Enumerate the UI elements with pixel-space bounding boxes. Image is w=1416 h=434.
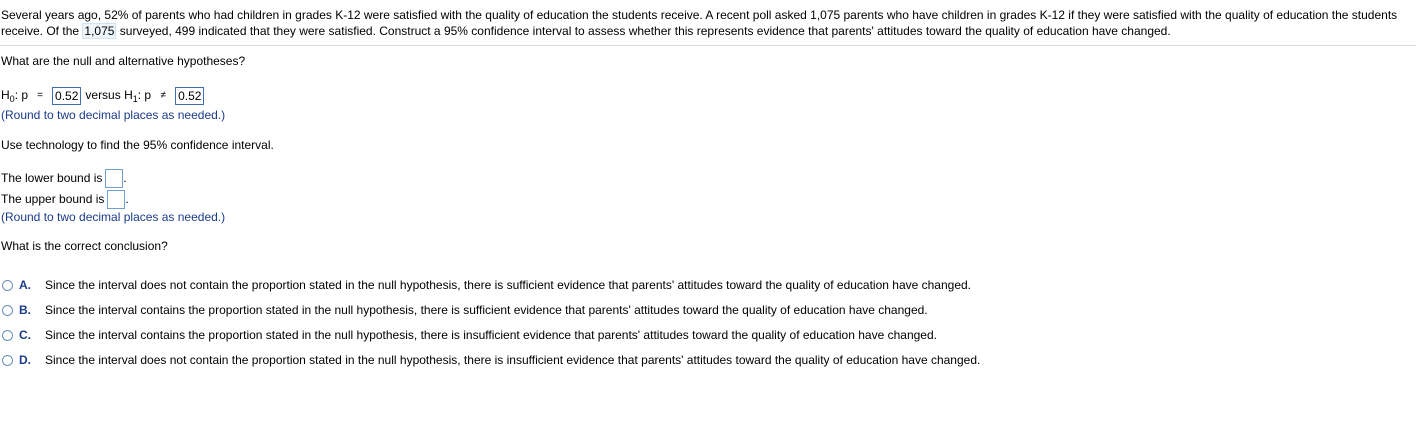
option-c-letter: C. [19,328,31,342]
option-c[interactable] [2,327,937,343]
option-b[interactable] [2,302,928,318]
divider [0,45,1416,46]
highlighted-sample-size[interactable]: 1,075 [84,24,115,38]
problem-text-part1: Several years ago, 52% of parents who had children in grades K-12 were satisfied with the quality of education the students receive. A recent poll asked 1,075 parents who have children in grades K-12 if they were satisfied with the quality of education the students receive. Of the [1,8,1398,38]
h0-label: $H_0$: p [1,88,29,104]
radio-b[interactable] [2,305,13,316]
radio-a[interactable] [2,280,13,291]
option-a-letter: A. [19,278,31,292]
option-c-text: Since the interval contains the proportion stated in the null hypothesis, there is insufficient evidence that parents' attitudes toward the quality of education have changed. [45,328,937,342]
question-conclusion: What is the correct conclusion? [1,239,168,253]
round-note-2: (Round to two decimal places as needed.) [1,210,226,224]
h1-operator-select[interactable]: ≠ [160,90,166,101]
question-interval: Use technology to find the 95% confidence interval. [1,138,274,152]
radio-d[interactable] [2,355,13,366]
upper-bound-row [1,189,129,209]
lower-bound-input[interactable] [105,169,123,188]
option-d-letter: D. [19,353,31,367]
h1-value-input[interactable]: 0.52 [175,87,204,105]
option-b-text: Since the interval contains the proportion stated in the null hypothesis, there is sufficient evidence that parents' attitudes toward the quality of education have changed. [45,303,928,317]
lower-bound-label: The lower bound is [1,171,103,185]
upper-bound-label: The upper bound is [1,192,105,206]
h1-label: versus $H_1$: p [85,88,152,104]
hypotheses-row [1,87,208,105]
question-hypotheses: What are the null and alternative hypotheses? [1,54,246,68]
option-a[interactable] [2,277,971,293]
round-note-1: (Round to two decimal places as needed.) [1,108,226,122]
problem-text-part2: surveyed, 499 indicated that they were satisfied. Construct a 95% confidence interval to assess whether this represents evidence that parents' attitudes toward the quality of education have changed. [119,24,1171,38]
problem-statement [1,7,1411,39]
upper-bound-period: . [125,192,129,206]
option-d[interactable] [2,352,980,368]
h0-value-input[interactable]: 0.52 [52,87,81,105]
option-a-text: Since the interval does not contain the proportion stated in the null hypothesis, there is sufficient evidence that parents' attitudes toward the quality of education have changed. [45,278,971,292]
h0-operator-select[interactable]: = [37,90,43,101]
option-d-text: Since the interval does not contain the proportion stated in the null hypothesis, there is insufficient evidence that parents' attitudes toward the quality of education have changed. [45,353,981,367]
radio-c[interactable] [2,330,13,341]
option-b-letter: B. [19,303,31,317]
lower-bound-period: . [123,171,127,185]
upper-bound-input[interactable] [107,190,125,209]
lower-bound-row [1,168,127,188]
